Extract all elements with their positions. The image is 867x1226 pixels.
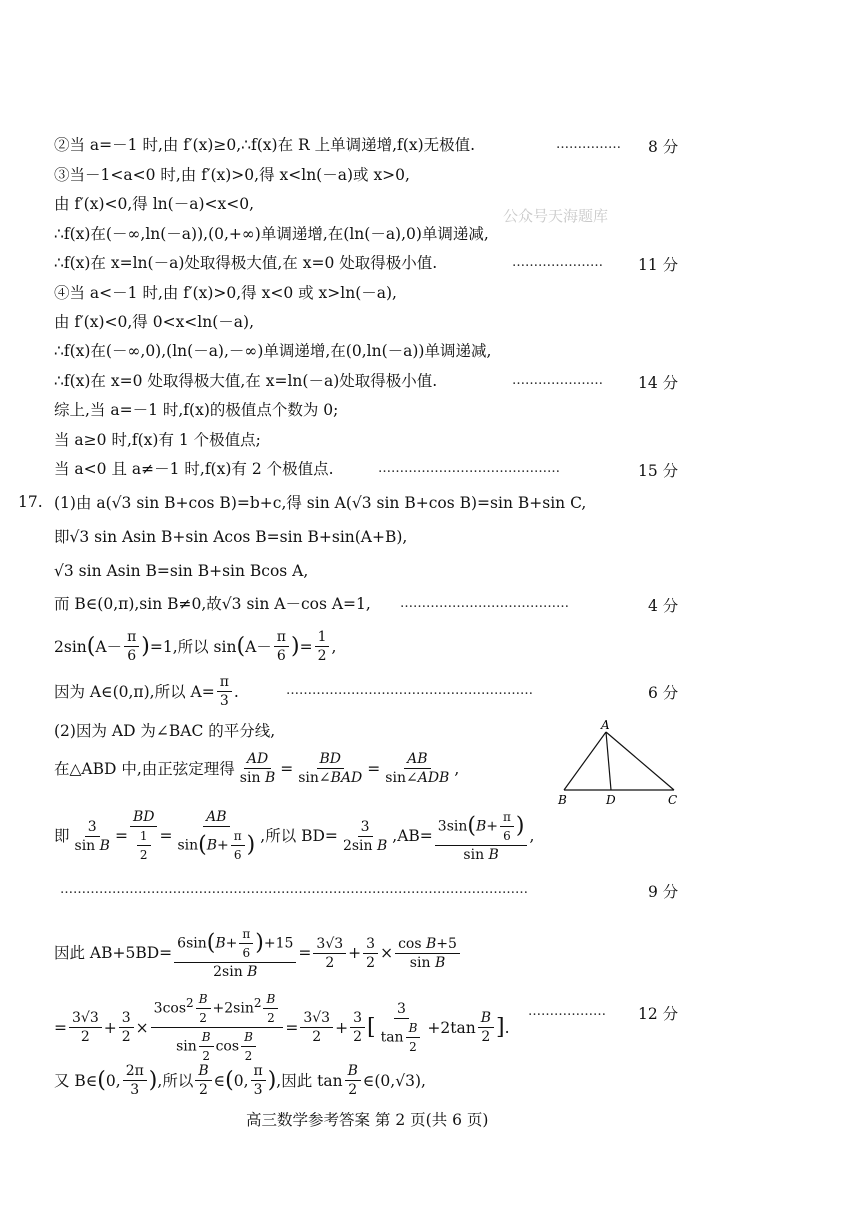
formula-line (54, 1062, 426, 1099)
label-b: B (558, 793, 567, 807)
watermark-text: 公众号天海题库 (503, 207, 609, 225)
paren: ) (148, 1067, 158, 1093)
fraction: AB sin(B+ $\frac{\pi}{6}$ ) (177, 809, 256, 862)
text-line: 由 f′(x)<0,得 ln(－a)<x<0, (54, 195, 255, 213)
text-fragment: 2sin (54, 637, 87, 656)
dot-leader: ………………………………… (400, 596, 569, 611)
question-number: 17. (18, 493, 43, 511)
text-fragment: 又 B∈ (54, 1071, 98, 1090)
text-fragment: 在△ABD 中,由正弦定理得 (54, 759, 235, 778)
side-ab (564, 732, 606, 790)
dot-leader: ……………… (528, 1004, 606, 1019)
text-fragment: ∈ (213, 1071, 226, 1090)
text-fragment: ,所以 (157, 1071, 194, 1090)
fraction: $\frac{3√3}{2}$ (300, 1009, 333, 1046)
text-fragment: , (331, 637, 337, 656)
text-fragment: × (135, 1018, 149, 1037)
fraction: $\frac{BD}{\frac{1}{2}}$ (130, 808, 158, 864)
text-fragment: = (285, 1018, 299, 1037)
text-fragment: 因为 A∈(0,π),所以 A= (54, 682, 215, 701)
text-fragment: + (335, 1018, 349, 1037)
text-line: 由 f′(x)<0,得 0<x<ln(－a), (54, 313, 255, 331)
score-label: 4 分 (648, 597, 679, 615)
formula-line (54, 673, 239, 710)
score-label: 12 分 (638, 1005, 679, 1023)
text-fragment: = (367, 759, 381, 778)
text-fragment: +2tan (427, 1018, 476, 1037)
score-label: 15 分 (638, 462, 679, 480)
text-fragment: ,因此 tan (276, 1071, 343, 1090)
paren: ( (236, 633, 246, 659)
bracket: [ (366, 1014, 376, 1040)
fraction: $\frac{3}{2}$ (363, 935, 378, 972)
bracket: ] (496, 1014, 505, 1040)
text-fragment: = (54, 1018, 67, 1037)
text-line: 综上,当 a=－1 时,f(x)的极值点个数为 0; (54, 401, 339, 419)
dot-leader: …………………………………… (378, 461, 560, 476)
text-fragment: 即 (54, 827, 70, 845)
text-fragment: =1,所以 sin (149, 637, 237, 656)
text-fragment: = (298, 944, 312, 962)
text-fragment: ,AB= (392, 827, 433, 845)
fraction: $\frac{3√3}{2}$ (69, 1009, 102, 1046)
fraction: $\frac{2\pi}{3}$ (123, 1062, 147, 1099)
fraction: $\frac{B}{2}$ (195, 1062, 211, 1099)
dot-leader: ……………………………………………………………………………………………… (60, 882, 528, 897)
fraction: $\frac{3}{\text{2sin B}}$ (342, 818, 388, 854)
text-fragment: ∈(0,√3), (362, 1071, 426, 1090)
formula-line (54, 925, 462, 981)
text-fragment: × (380, 944, 394, 962)
text-fragment: A－ (95, 637, 123, 656)
score-label: 9 分 (648, 883, 679, 901)
text-fragment: 0, (105, 1071, 121, 1090)
text-fragment: . (233, 682, 239, 701)
text-fragment: 0, (233, 1071, 249, 1090)
label-c: C (668, 793, 678, 807)
text-line: ∴f(x)在 x=0 处取得极大值,在 x=ln(－a)处取得极小值. (54, 372, 438, 390)
text-line: 而 B∈(0,π),sin B≠0,故√3 sin A－cos A=1, (54, 595, 371, 613)
text-line: ∴f(x)在(－∞,0),(ln(－a),－∞)单调递增,在(0,ln(－a))单调递减, (54, 342, 492, 360)
dot-leader: ………………… (512, 255, 603, 270)
fraction: 3sin(B+ $\frac{\pi}{6}$ ) sin B (435, 808, 528, 864)
formula-line (54, 990, 510, 1065)
fraction: 3 tan $\frac{B}{2}$ (378, 1000, 426, 1056)
fraction: $\frac{AD}{\text{sin B}}$ (239, 751, 276, 786)
dot-leader: …………… (556, 137, 621, 152)
fraction: $\frac{\pi}{6}$ (124, 628, 139, 665)
paren: ( (97, 1067, 106, 1093)
text-line: ③当－1<a<0 时,由 f′(x)>0,得 x<ln(－a)或 x>0, (54, 166, 410, 184)
page-footer: 高三数学参考答案 第 2 页(共 6 页) (246, 1111, 489, 1129)
text-line: ∴f(x)在 x=ln(－a)处取得极大值,在 x=0 处取得极小值. (54, 254, 438, 272)
fraction: $\frac{\pi}{3}$ (217, 673, 232, 710)
text-fragment: = (280, 759, 294, 778)
text-fragment: . (504, 1018, 510, 1037)
paren: ) (290, 633, 300, 659)
score-label: 8 分 (648, 138, 679, 156)
text-line: 当 a≥0 时,f(x)有 1 个极值点; (54, 431, 261, 449)
fraction: $\frac{B}{2}$ (345, 1062, 361, 1099)
text-line: ②当 a=－1 时,由 f′(x)≥0,∴f(x)在 R 上单调递增,f(x)无极值. (54, 136, 476, 154)
text-fragment: + (348, 944, 362, 962)
dot-leader: ………………………………………………… (286, 683, 533, 698)
formula-line (54, 808, 534, 864)
fraction: $\frac{3√3}{2}$ (313, 935, 346, 972)
paren: ( (86, 633, 96, 659)
formula-line (54, 750, 459, 787)
score-label: 11 分 (638, 256, 679, 274)
fraction: $\frac{AB}{\text{sin∠ADB}}$ (385, 751, 450, 786)
text-line: √3 sin Asin B=sin B+sin Bcos A, (54, 562, 309, 580)
score-label: 14 分 (638, 374, 679, 392)
fraction: $\frac{B}{2}$ (478, 1009, 494, 1046)
paren: ) (141, 633, 150, 659)
fraction: $\frac{BD}{\text{sin∠BAD}}$ (298, 751, 363, 786)
bisector-ad (606, 732, 611, 790)
text-line: (1)由 a(√3 sin B+cos B)=b+c,得 sin A(√3 sin B+cos B)=sin B+sin C, (54, 494, 587, 512)
triangle-figure (556, 718, 686, 808)
label-d: D (606, 793, 616, 807)
fraction: $\frac{\pi}{6}$ (274, 628, 289, 665)
text-fragment: , (454, 759, 460, 778)
text-line: ④当 a<－1 时,由 f′(x)>0,得 x<0 或 x>ln(－a), (54, 284, 397, 302)
text-fragment: , (529, 827, 535, 845)
text-fragment: = (159, 827, 173, 845)
text-line: 即√3 sin Asin B+sin Acos B=sin B+sin(A+B), (54, 528, 408, 546)
fraction: $\frac{\text{cos B+5}}{\text{sin B}}$ (395, 935, 460, 972)
text-fragment: ,所以 BD= (260, 827, 338, 845)
text-fragment: = (114, 827, 128, 845)
score-label: 6 分 (648, 684, 679, 702)
dot-leader: ………………… (512, 373, 603, 388)
text-fragment: = (299, 637, 313, 656)
fraction: $\frac{1}{2}$ (315, 628, 330, 665)
text-line: 当 a<0 且 a≠－1 时,f(x)有 2 个极值点. (54, 460, 334, 478)
text-fragment: A－ (245, 637, 272, 656)
fraction: $\frac{3}{2}$ (350, 1009, 365, 1046)
fraction: $\frac{3}{\text{sin B}}$ (74, 818, 110, 854)
side-ac (606, 732, 674, 790)
text-fragment: 因此 AB+5BD= (54, 944, 173, 962)
text-fragment: + (103, 1018, 117, 1037)
text-line: (2)因为 AD 为∠BAC 的平分线, (54, 722, 276, 740)
paren: ( (225, 1067, 234, 1093)
fraction: 6sin(B+ $\frac{\pi}{6}$ )+15 2sin B (174, 925, 296, 981)
fraction: $3\cos^2$ $\frac{B}{2}$ $+2\sin^2$ $\frac{B}{2}$ sin $\frac{B}{2}$ cos $\frac{B}{2}$ (151, 990, 284, 1065)
paren: ) (267, 1067, 277, 1093)
label-a: A (601, 718, 610, 732)
fraction: $\frac{\pi}{3}$ (251, 1062, 266, 1099)
text-line: ∴f(x)在(－∞,ln(－a)),(0,+∞)单调递增,在(ln(－a),0)单调递减, (54, 225, 489, 243)
formula-line (54, 628, 336, 665)
fraction: $\frac{3}{2}$ (119, 1009, 134, 1046)
